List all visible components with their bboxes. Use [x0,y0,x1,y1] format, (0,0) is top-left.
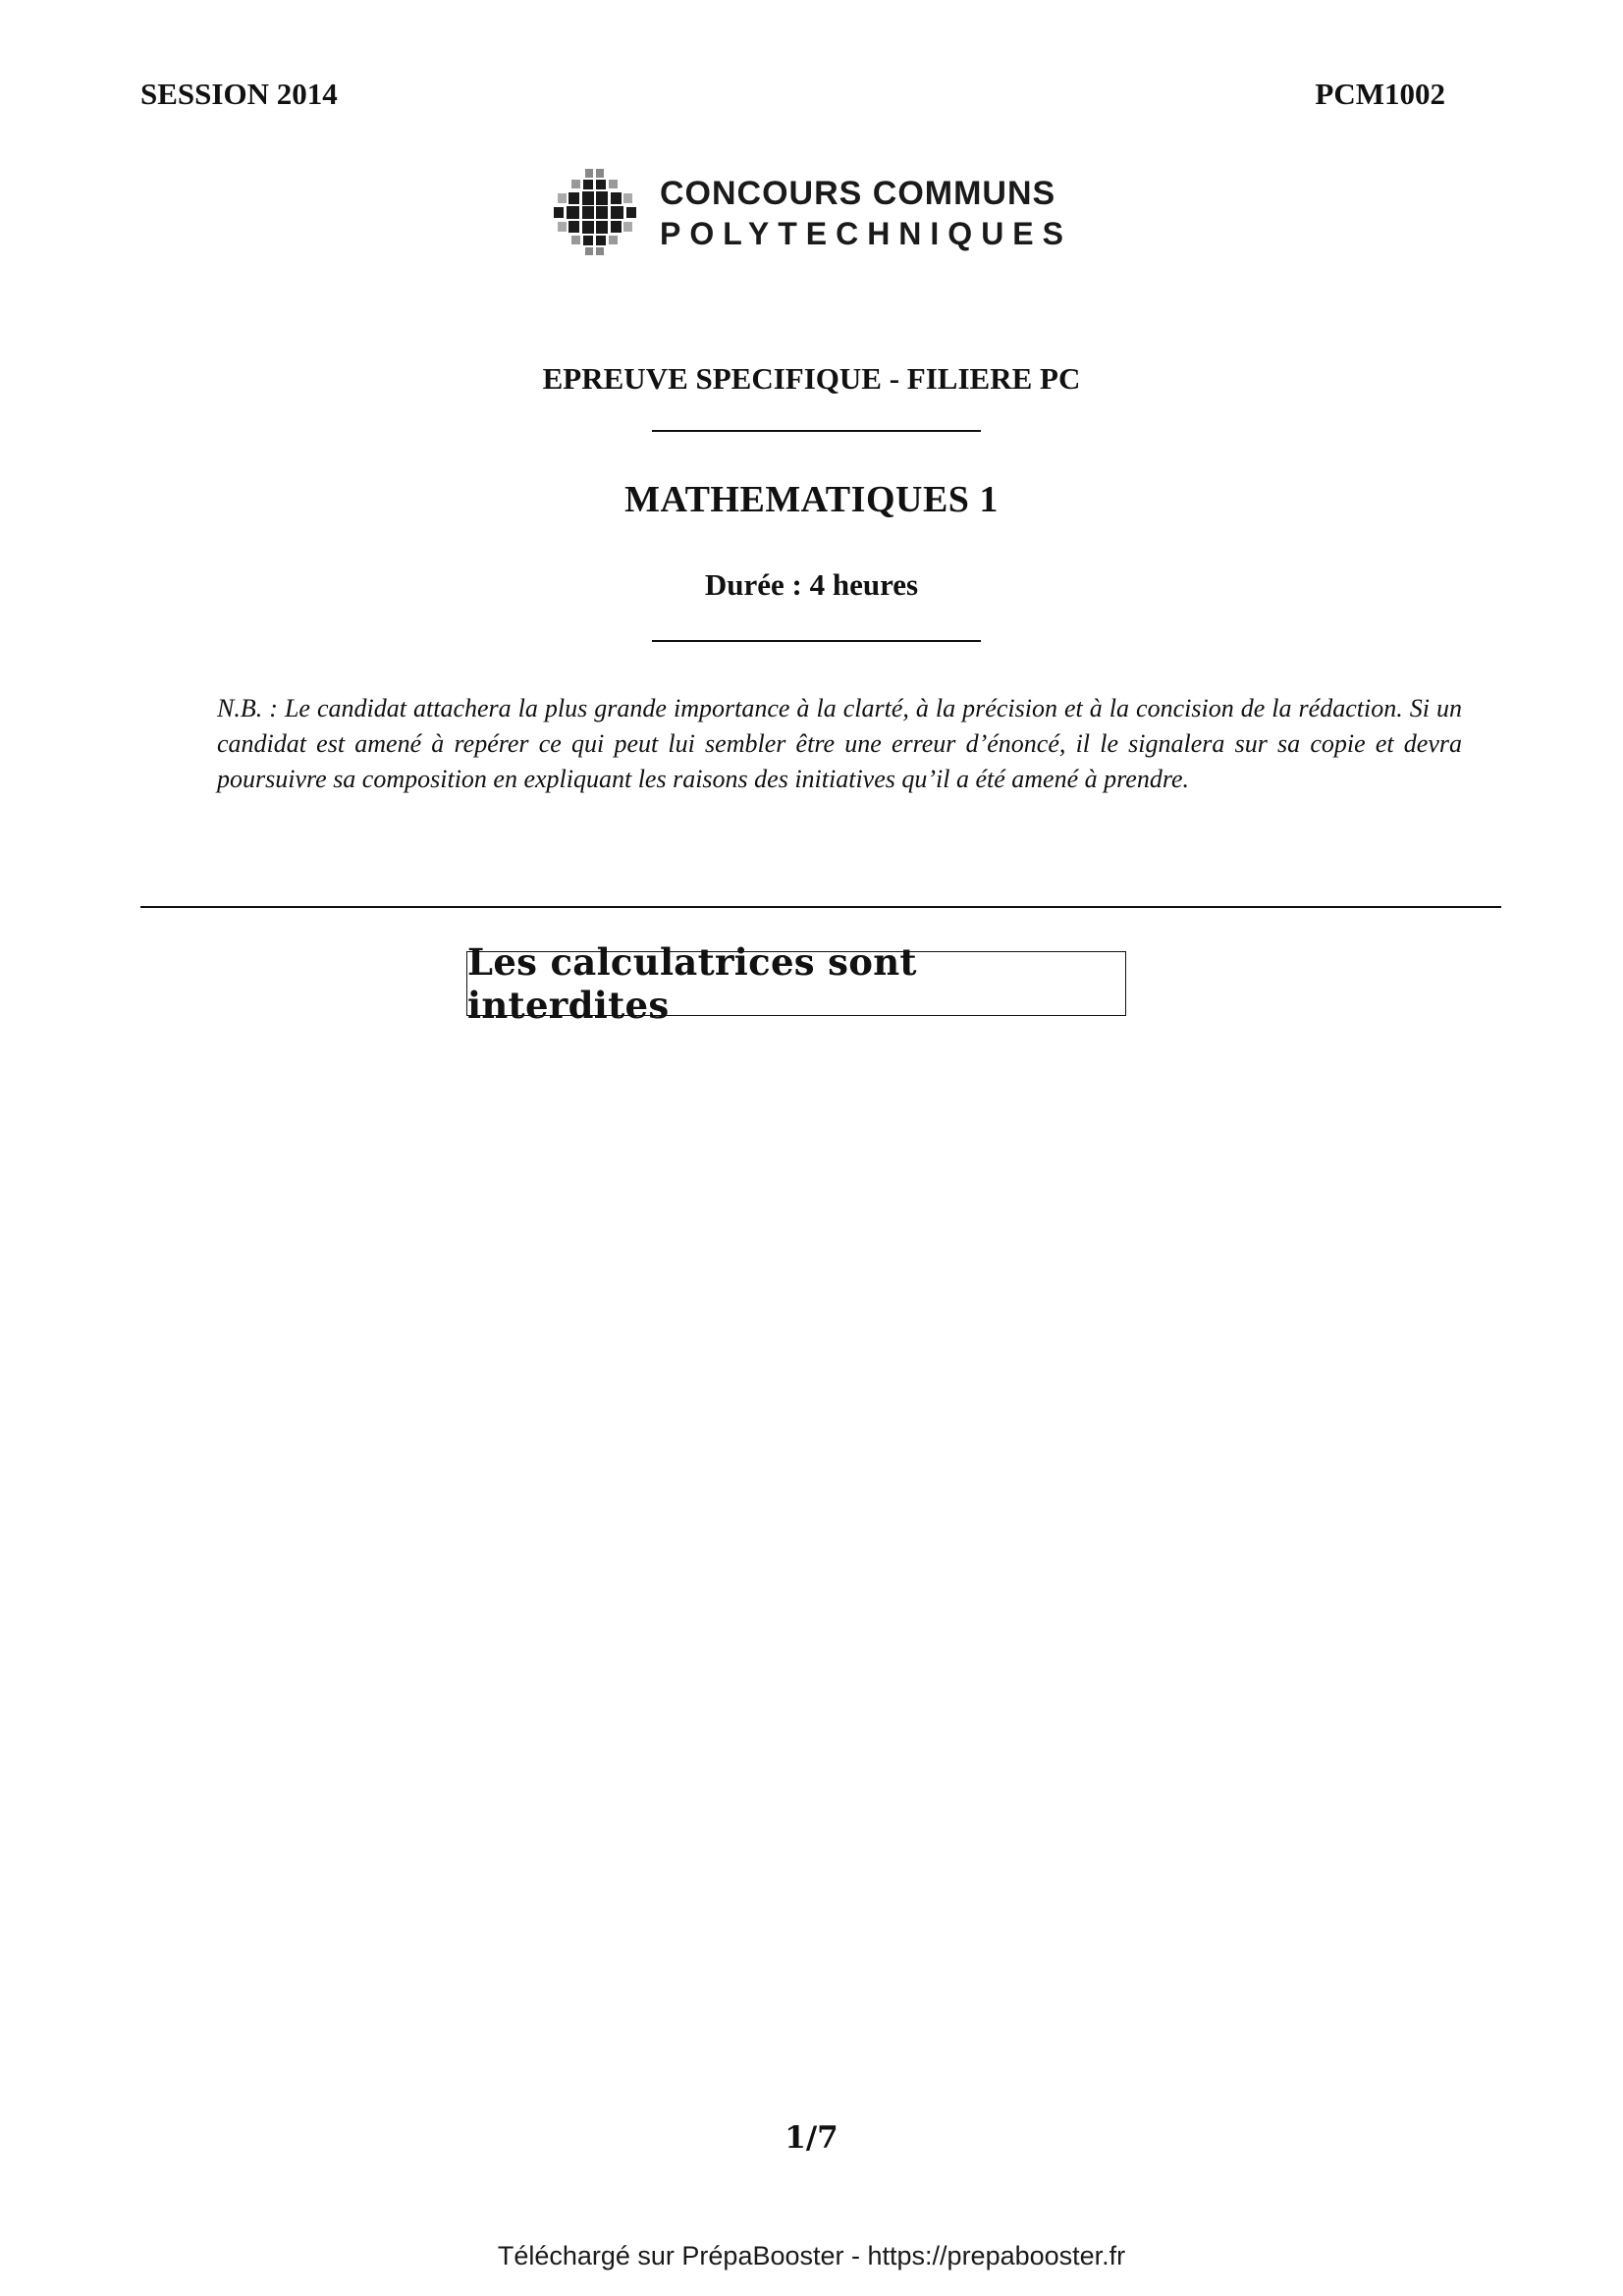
ccp-logo [550,167,1080,265]
exam-duration: Durée : 4 heures [704,567,919,602]
exam-subtitle: EPREUVE SPECIFIQUE - FILIERE PC [542,361,1081,396]
exam-code: PCM1002 [1315,77,1445,111]
logo-line-1: CONCOURS COMMUNS [660,175,1056,212]
divider-short [652,430,981,432]
divider-long [140,906,1501,908]
calculator-notice: Les calculatrices sont interdites [466,951,1126,1016]
exam-title: MATHEMATIQUES 1 [624,479,999,520]
candidate-note: N.B. : Le candidat attachera la plus grande importance à la clarté, à la précision et à la concision de la rédaction. Si un candidat est amené à repérer ce qui peut lui sembler être une erreur d’énoncé, il le signalera sur sa copie et devra poursuivre sa composition en expliquant les raisons des initiatives qu’il a été amené à prendre. [217,694,1462,793]
page-number: 1/7 [784,2120,839,2156]
ccp-globe-icon [550,167,640,257]
download-footer: Téléchargé sur PrépaBooster - https://prepabooster.fr [497,2241,1126,2270]
divider-short [652,640,981,642]
logo-line-2: POLYTECHNIQUES [660,216,1072,251]
session-label: SESSION 2014 [140,77,338,111]
